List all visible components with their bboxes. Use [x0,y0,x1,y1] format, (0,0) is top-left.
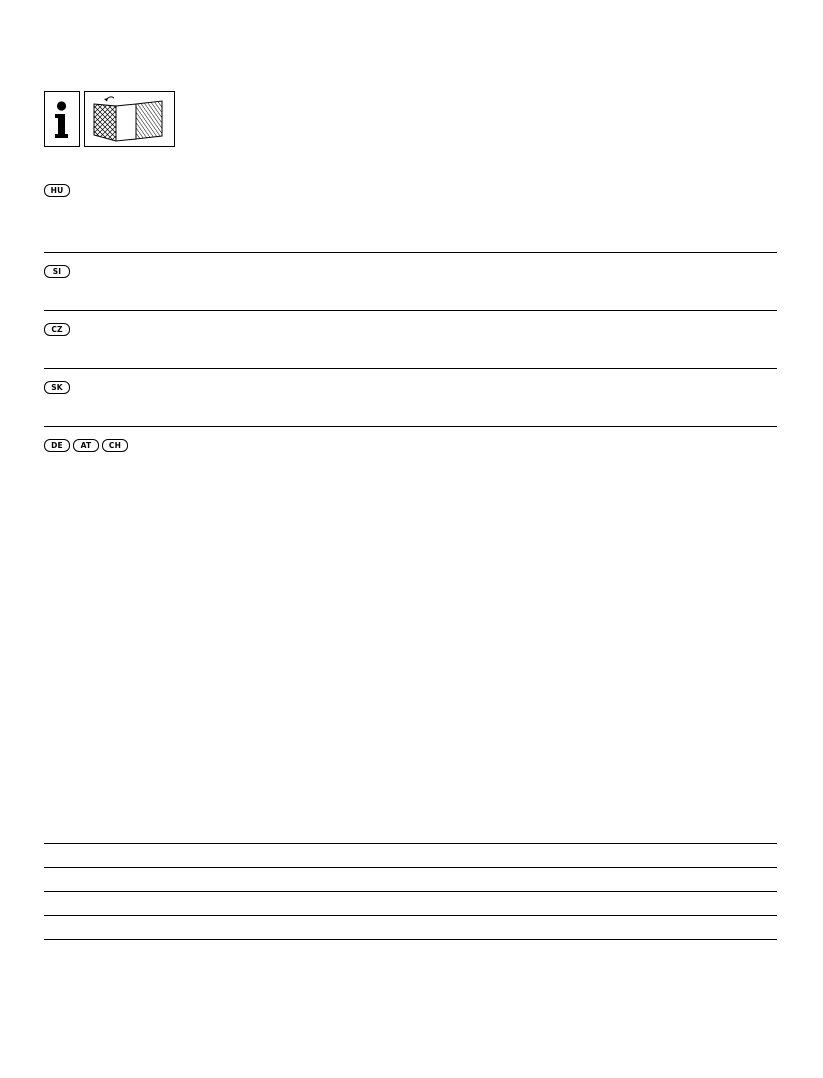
country-codes-cz [44,323,70,336]
ruled-line [44,939,777,940]
country-codes-hu [44,184,70,197]
country-badge: HU [44,184,70,197]
ruled-line [44,867,777,868]
country-badge: CZ [44,323,70,336]
section-divider [44,252,777,253]
country-codes-si [44,265,70,278]
ruled-line [44,843,777,844]
country-badge: SK [44,381,70,394]
section-divider [44,426,777,427]
country-badge: AT [73,439,99,452]
country-badge: CH [102,439,128,452]
section-divider [44,368,777,369]
country-codes-de-at-ch [44,439,128,452]
ruled-line [44,915,777,916]
ruled-line [44,891,777,892]
fold-out-page-icon [84,91,175,147]
info-icon [44,91,80,147]
country-badge: DE [44,439,70,452]
country-codes-sk [44,381,70,394]
country-badge: SI [44,265,70,278]
section-divider [44,310,777,311]
